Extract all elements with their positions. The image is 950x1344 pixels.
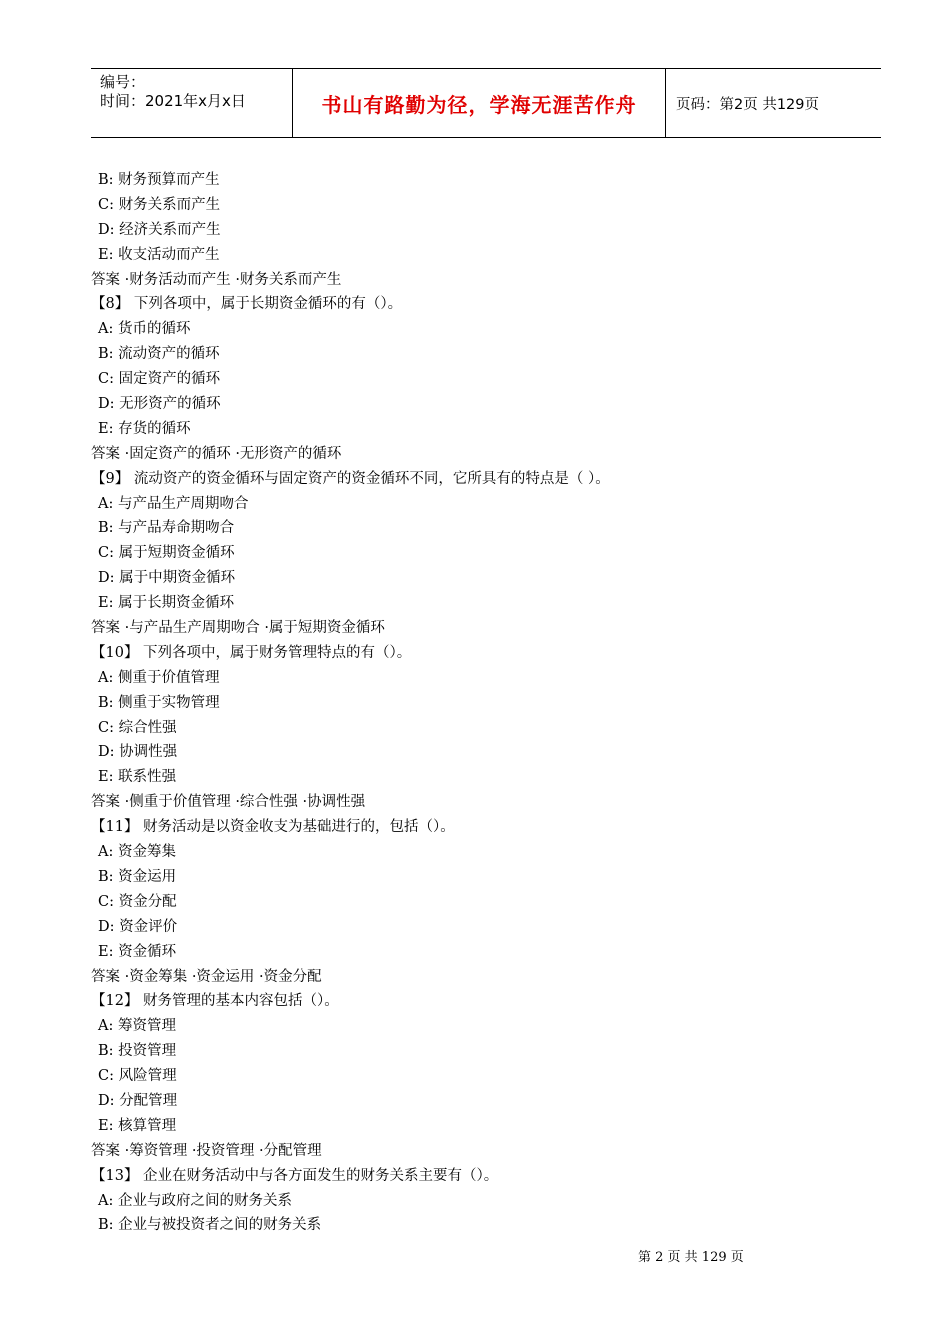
answer-line: 答案 ·侧重于价值管理 ·综合性强 ·协调性强: [91, 794, 366, 811]
header-page-label: 页码：第2页 共129页: [676, 96, 820, 113]
answer-line: 答案 ·财务活动而产生 ·财务关系而产生: [91, 271, 342, 288]
header-time-label: 时间：2021年x月x日: [100, 92, 246, 110]
answer-line: 答案 ·资金筹集 ·资金运用 ·资金分配: [91, 968, 322, 985]
option-line: C: 资金分配: [98, 893, 177, 910]
page-footer: 第 2 页 共 129 页: [638, 1250, 744, 1265]
header-middle-cell: [293, 69, 666, 137]
answer-line: 答案 ·筹资管理 ·投资管理 ·分配管理: [91, 1142, 322, 1159]
page-header: [91, 68, 881, 138]
option-line: B: 流动资产的循环: [98, 346, 220, 363]
option-line: B: 与产品寿命期吻合: [98, 520, 235, 537]
option-line: E: 收支活动而产生: [98, 246, 220, 263]
option-line: D: 属于中期资金循环: [98, 570, 236, 587]
option-line: E: 联系性强: [98, 769, 177, 786]
option-line: D: 资金评价: [98, 918, 178, 935]
option-line: B: 侧重于实物管理: [98, 694, 220, 711]
question-line: 【12】 财务管理的基本内容包括（）。: [91, 993, 339, 1010]
option-line: A: 筹资管理: [98, 1018, 176, 1035]
option-line: C: 固定资产的循环: [98, 371, 221, 388]
option-line: E: 资金循环: [98, 943, 177, 960]
option-line: B: 资金运用: [98, 868, 177, 885]
option-line: C: 属于短期资金循环: [98, 545, 235, 562]
header-code-label: 编号：: [100, 73, 146, 91]
answer-line: 答案 ·与产品生产周期吻合 ·属于短期资金循环: [91, 620, 385, 637]
option-line: B: 投资管理: [98, 1043, 177, 1060]
option-line: D: 无形资产的循环: [98, 396, 221, 413]
option-line: C: 财务关系而产生: [98, 196, 221, 213]
option-line: A: 企业与政府之间的财务关系: [98, 1192, 292, 1209]
question-line: 【13】 企业在财务活动中与各方面发生的财务关系主要有（）。: [91, 1167, 499, 1184]
option-line: D: 协调性强: [98, 744, 178, 761]
header-right-cell: [666, 69, 881, 137]
option-line: E: 存货的循环: [98, 420, 191, 437]
option-line: B: 财务预算而产生: [98, 172, 220, 188]
option-line: A: 资金筹集: [98, 844, 176, 861]
option-line: E: 属于长期资金循环: [98, 595, 235, 612]
question-line: 【10】 下列各项中，属于财务管理特点的有（）。: [91, 644, 412, 661]
question-line: 【9】 流动资产的资金循环与固定资产的资金循环不同，它所具有的特点是（ ）。: [91, 470, 610, 487]
option-line: D: 经济关系而产生: [98, 221, 221, 238]
question-line: 【11】 财务活动是以资金收支为基础进行的，包括（）。: [91, 819, 455, 836]
option-line: A: 货币的循环: [98, 321, 191, 338]
option-line: A: 与产品生产周期吻合: [98, 495, 249, 512]
option-line: D: 分配管理: [98, 1092, 178, 1109]
option-line: C: 风险管理: [98, 1068, 177, 1085]
header-left-cell: [91, 69, 293, 137]
option-line: A: 侧重于价值管理: [98, 669, 220, 686]
answer-line: 答案 ·固定资产的循环 ·无形资产的循环: [91, 445, 342, 462]
document-body: [91, 168, 881, 1238]
header-motto: 书山有路勤为径，学海无涯苦作舟: [321, 92, 637, 117]
option-line: E: 核算管理: [98, 1117, 177, 1134]
option-line: C: 综合性强: [98, 719, 177, 736]
question-line: 【8】 下列各项中，属于长期资金循环的有（）。: [91, 296, 403, 313]
option-line: B: 企业与被投资者之间的财务关系: [98, 1217, 322, 1234]
